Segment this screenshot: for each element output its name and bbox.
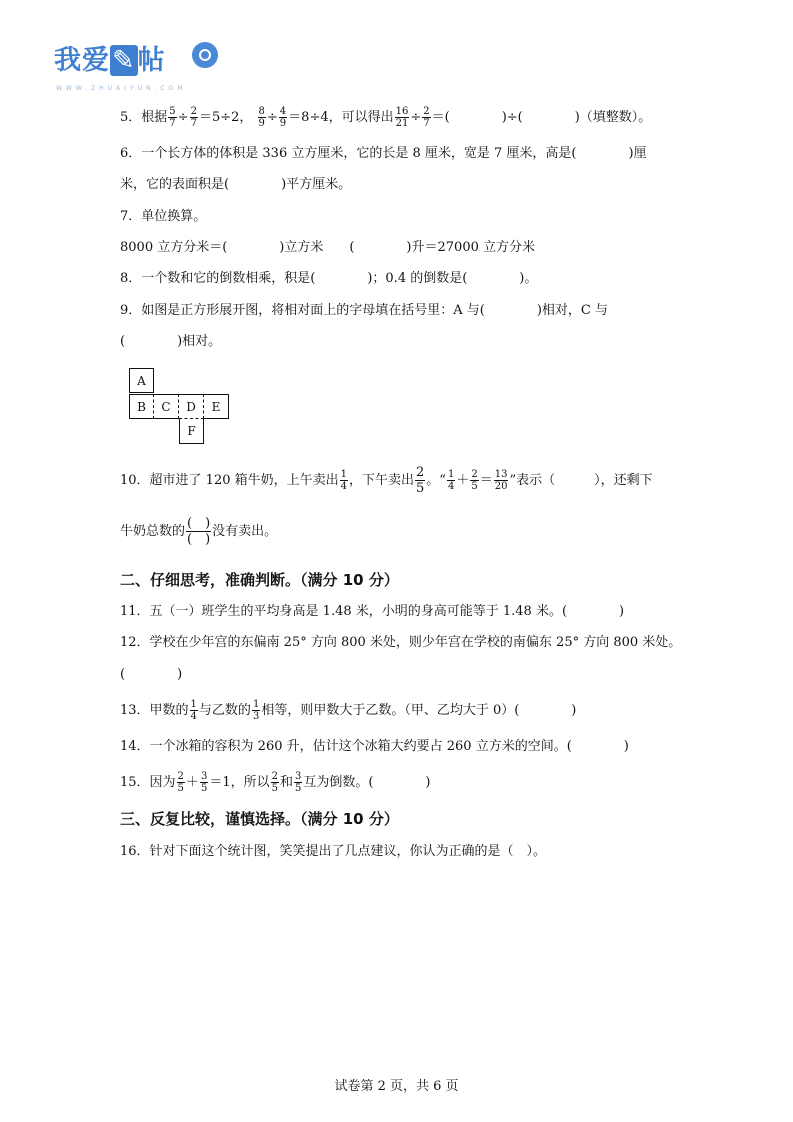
logo-badge-icon bbox=[192, 42, 218, 68]
question-7-line-2: 8000 立方分米＝( )立方米 ( )升＝27000 立方分米 bbox=[120, 240, 535, 255]
question-10-line-1: 10．超市进了 120 箱牛奶，上午卖出 $\frac{1}{4}$ ，下午卖出 $\frac{2}{5}$ 。“ $\frac{1}{4}$ ＋ $\frac{2}{5}$ ＝ $\frac{13}{20}$ ”表示（ ），还剩下 bbox=[120, 465, 653, 496]
question-9-line-1: 9．如图是正方形展开图，将相对面上的字母填在括号里：A 与( )相对，C 与 bbox=[120, 303, 609, 318]
question-9-line-2: ( )相对。 bbox=[120, 334, 222, 349]
question-15: 15．因为 $\frac{2}{5}$ ＋ $\frac{3}{5}$ ＝1，所以 $\frac{2}{5}$ 和 $\frac{3}{5}$ 互为倒数。( ) bbox=[120, 771, 431, 794]
question-5: 5．根据 $\frac{5}{7}$ ÷ $\frac{2}{7}$ ＝5÷2， $\frac{8}{9}$ ÷ $\frac{4}{9}$ ＝8÷4，可以得出 $\frac{16}{21}$ ÷ $\frac{2}{7}$ ＝( )÷( )（填整数）。 bbox=[120, 106, 652, 129]
section-2-heading: 二、仔细思考，准确判断。（满分 10 分） bbox=[120, 571, 399, 589]
question-12-line-1: 12．学校在少年宫的东偏南 25° 方向 800 米处，则少年宫在学校的南偏东 25° 方向 800 米处。 bbox=[120, 635, 682, 650]
cube-face-a: A bbox=[129, 368, 154, 393]
logo-subtitle: WWW.ZHUAIYUN.COM bbox=[56, 85, 187, 92]
cube-face-d: D bbox=[179, 394, 204, 419]
question-14: 14．一个冰箱的容积为 260 升，估计这个冰箱大约要占 260 立方米的空间。( ) bbox=[120, 739, 629, 754]
question-12-line-2: ( ) bbox=[120, 667, 183, 682]
logo-text: 我爱✎帖 bbox=[54, 45, 166, 76]
page-footer: 试卷第 2 页，共 6 页 bbox=[334, 1079, 459, 1094]
cube-face-e: E bbox=[204, 394, 229, 419]
question-6-line-2: 米，它的表面积是( )平方厘米。 bbox=[120, 177, 352, 192]
section-3-heading: 三、反复比较，谨慎选择。（满分 10 分） bbox=[120, 810, 399, 828]
question-13: 13．甲数的 $\frac{1}{4}$ 与乙数的 $\frac{1}{3}$ 相等，则甲数大于乙数。（甲、乙均大于 0）( ) bbox=[120, 699, 577, 722]
cube-face-c: C bbox=[154, 394, 179, 419]
question-10-line-2: 牛奶总数的 $\frac{( )}{( )}$ 没有卖出。 bbox=[120, 516, 278, 547]
cube-face-b: B bbox=[129, 394, 154, 419]
cube-face-f: F bbox=[179, 419, 204, 444]
question-11: 11．五（一）班学生的平均身高是 1.48 米，小明的身高可能等于 1.48 米。( ) bbox=[120, 604, 625, 619]
question-16: 16．针对下面这个统计图，笑笑提出了几点建议，你认为正确的是（ ）。 bbox=[120, 844, 547, 859]
question-6-line-1: 6．一个长方体的体积是 336 立方厘米，它的长是 8 厘米，宽是 7 厘米，高是( )厘 bbox=[120, 146, 647, 161]
question-8: 8．一个数和它的倒数相乘，积是( )；0.4 的倒数是( )。 bbox=[120, 271, 538, 286]
question-7-line-1: 7．单位换算。 bbox=[120, 209, 207, 224]
